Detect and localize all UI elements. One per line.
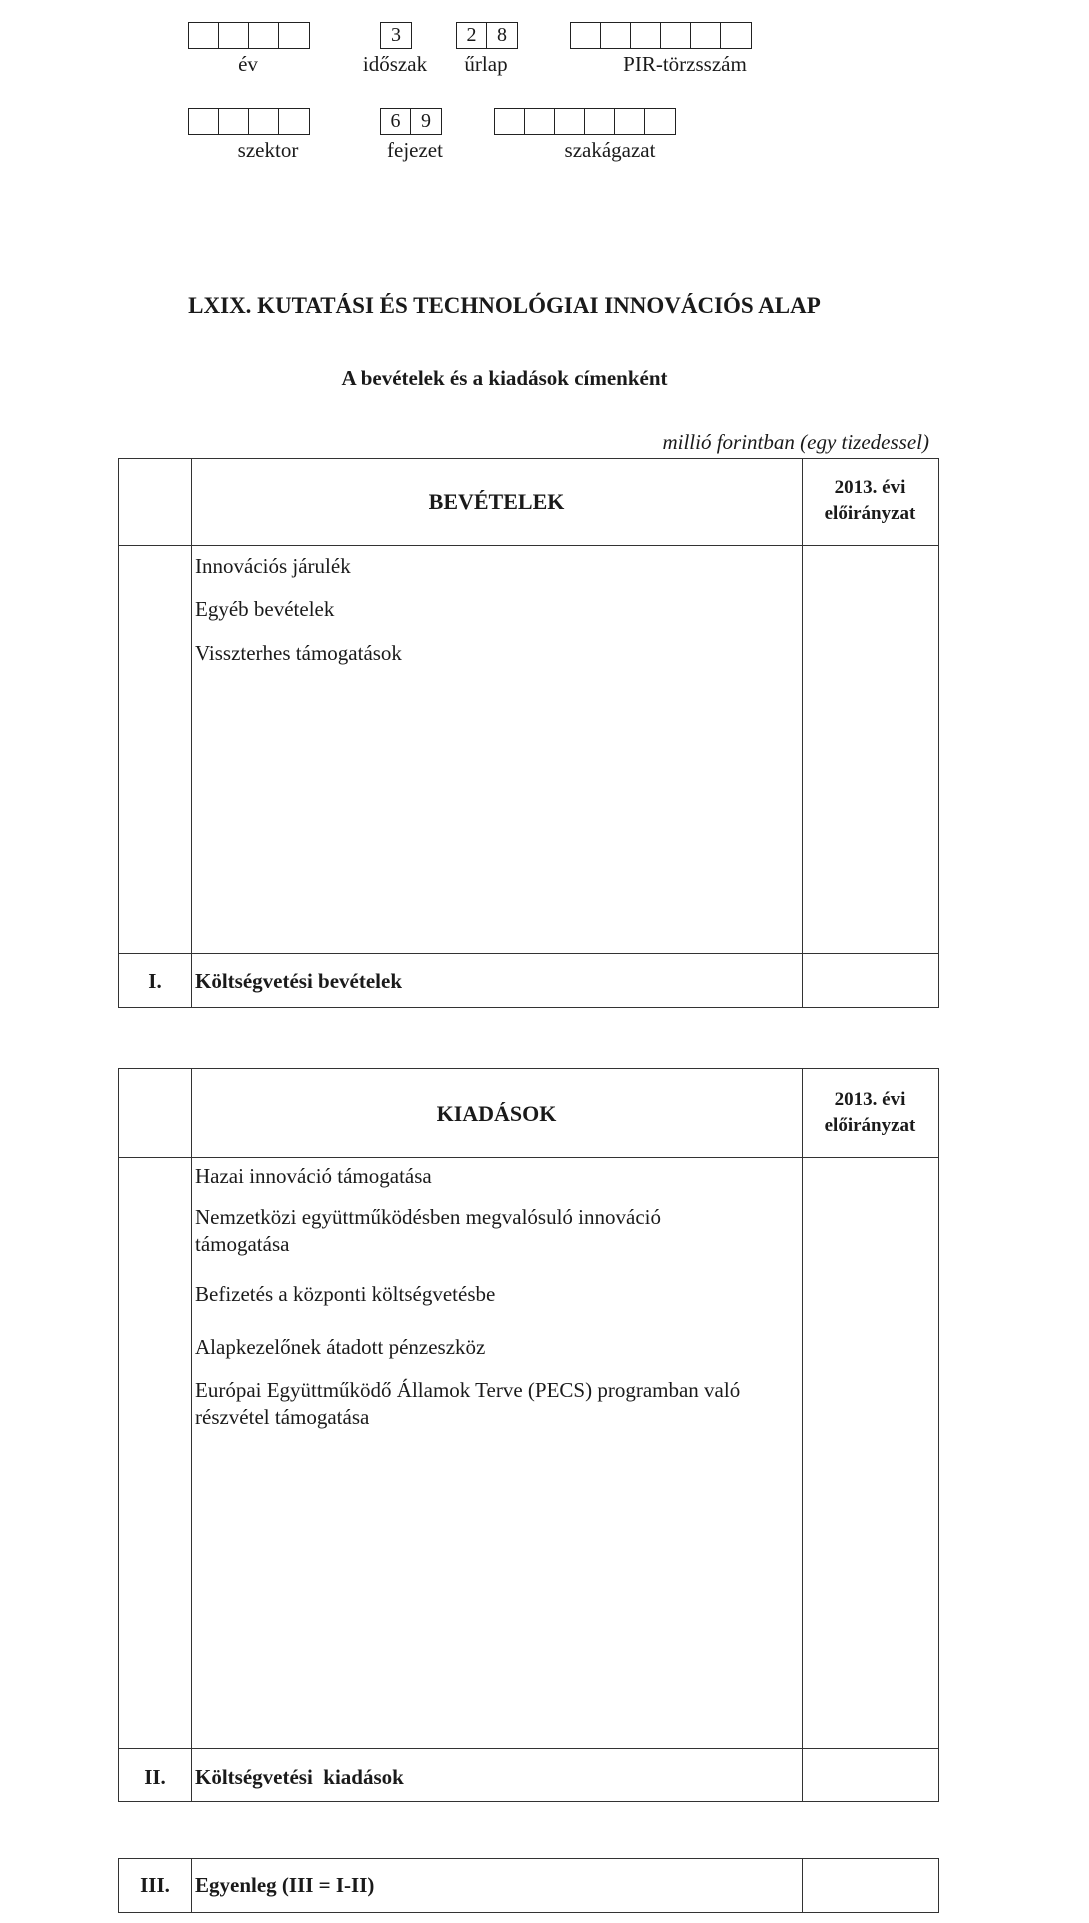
urlap-cell[interactable]: 2 — [457, 23, 487, 48]
ev-code-boxes[interactable] — [188, 22, 310, 49]
document-subtitle: A bevételek és a kiadások címenként — [341, 366, 668, 390]
urlap-code-boxes[interactable] — [456, 22, 518, 49]
revenues-col-header-line1: 2013. évi — [834, 477, 906, 498]
revenues-heading: BEVÉTELEK — [428, 489, 565, 514]
table-divider — [191, 1859, 192, 1912]
ev-cell[interactable] — [249, 23, 279, 48]
fejezet-cell[interactable]: 9 — [421, 110, 431, 132]
pir-cell[interactable] — [631, 23, 661, 48]
expenditure-item: Európai Együttműködő Államok Terve (PECS) programban való részvétel támogatása — [195, 1378, 741, 1429]
idoszak-caption: időszak — [362, 52, 428, 76]
balance-label: Egyenleg (III = I-II) — [195, 1873, 375, 1897]
szektor-code-boxes[interactable] — [188, 108, 310, 135]
pir-code-boxes[interactable] — [570, 22, 752, 49]
table-divider — [802, 1069, 803, 1801]
revenues-total-label: Költségvetési bevételek — [195, 969, 403, 993]
ev-cell[interactable] — [219, 23, 249, 48]
expenditures-table — [118, 1068, 939, 1802]
expenditures-col-header-line1: 2013. évi — [834, 1089, 906, 1110]
fejezet-caption: fejezet — [387, 138, 443, 162]
revenue-item: Innovációs járulék — [195, 554, 351, 578]
szektor-cell[interactable] — [279, 109, 309, 134]
table-divider — [191, 1069, 192, 1801]
expenditures-col-header-line2: előirányzat — [824, 1115, 916, 1136]
revenue-item: Egyéb bevételek — [195, 597, 335, 621]
szakagazat-cell[interactable] — [645, 109, 675, 134]
table-divider — [191, 459, 192, 1007]
szektor-cell[interactable] — [189, 109, 219, 134]
revenues-total-number: I. — [148, 969, 162, 993]
expenditures-total-label: Költségvetési kiadások — [195, 1765, 404, 1789]
balance-number: III. — [140, 1873, 170, 1897]
ev-caption: év — [238, 52, 258, 76]
balance-value-cell[interactable] — [803, 1859, 938, 1912]
balance-table — [118, 1858, 939, 1913]
document-title: LXIX. KUTATÁSI ÉS TECHNOLÓGIAI INNOVÁCIÓS ALAP — [188, 293, 821, 318]
expenditure-item: Befizetés a központi költségvetésbe — [195, 1282, 496, 1306]
table-divider — [119, 545, 938, 546]
fejezet-cell[interactable]: 6 — [381, 109, 411, 134]
table-divider — [802, 459, 803, 1007]
revenues-table — [118, 458, 939, 1008]
szakagazat-cell[interactable] — [525, 109, 555, 134]
pir-cell[interactable] — [661, 23, 691, 48]
pir-cell[interactable] — [571, 23, 601, 48]
szektor-caption: szektor — [237, 138, 299, 162]
szakagazat-caption: szakágazat — [564, 138, 656, 162]
szektor-cell[interactable] — [249, 109, 279, 134]
expenditures-total-number: II. — [144, 1765, 166, 1789]
ev-cell[interactable] — [279, 23, 309, 48]
revenues-total-value-cell[interactable] — [803, 954, 938, 1007]
szektor-cell[interactable] — [219, 109, 249, 134]
expenditure-item: Nemzetközi együttműködésben megvalósuló innováció támogatása — [195, 1205, 661, 1256]
unit-note: millió forintban (egy tizedessel) — [662, 430, 929, 454]
expenditures-heading: KIADÁSOK — [436, 1101, 557, 1126]
szakagazat-cell[interactable] — [555, 109, 585, 134]
pir-cell[interactable] — [601, 23, 631, 48]
pir-cell[interactable] — [721, 23, 751, 48]
urlap-cell[interactable]: 8 — [497, 24, 507, 46]
idoszak-code-box[interactable] — [380, 22, 412, 49]
szakagazat-cell[interactable] — [585, 109, 615, 134]
urlap-caption: űrlap — [464, 52, 508, 76]
table-divider — [119, 1157, 938, 1158]
fejezet-code-boxes[interactable] — [380, 108, 442, 135]
revenue-item: Visszterhes támogatások — [195, 641, 402, 665]
szakagazat-code-boxes[interactable] — [494, 108, 676, 135]
expenditure-item: Hazai innováció támogatása — [195, 1164, 432, 1188]
pir-caption: PIR-törzsszám — [623, 52, 747, 76]
ev-cell[interactable] — [189, 23, 219, 48]
expenditure-item: Alapkezelőnek átadott pénzeszköz — [195, 1335, 486, 1359]
pir-cell[interactable] — [691, 23, 721, 48]
revenues-col-header-line2: előirányzat — [824, 503, 916, 524]
idoszak-cell[interactable]: 3 — [391, 24, 401, 46]
szakagazat-cell[interactable] — [615, 109, 645, 134]
szakagazat-cell[interactable] — [495, 109, 525, 134]
expenditures-total-value-cell[interactable] — [803, 1749, 938, 1801]
